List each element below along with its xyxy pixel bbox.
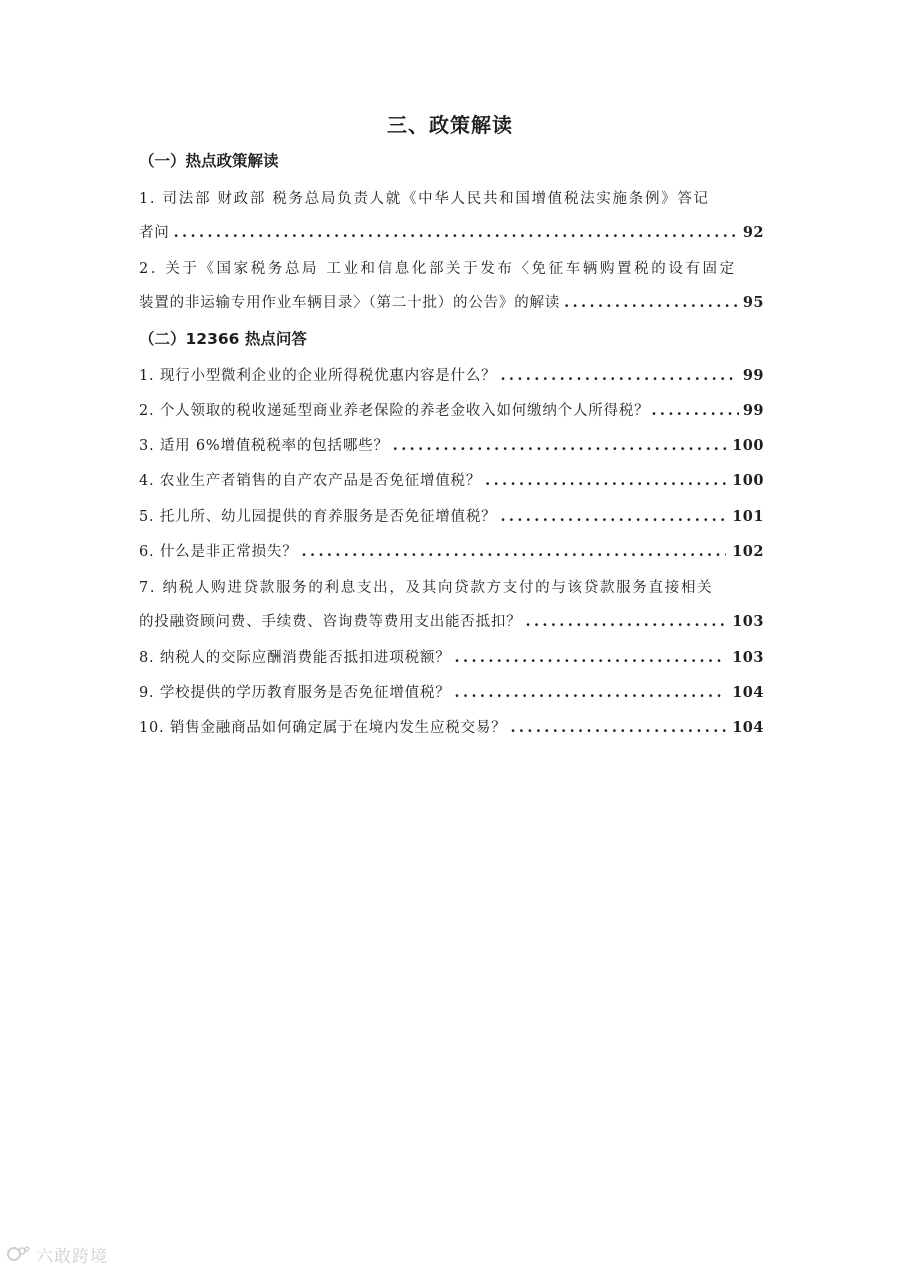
qa-entry-7-line1: 7. 纳税人购进贷款服务的利息支出，及其向贷款方支付的与该贷款服务直接相关 [139,580,714,596]
dot-leader [455,647,727,669]
qa-entry-7[interactable] [139,611,764,633]
dot-leader [174,222,737,244]
page-title: 三、政策解读 [387,113,513,137]
page-number: 100 [732,472,764,489]
page-number: 95 [742,294,764,311]
qa-entry-8[interactable] [139,647,764,669]
toc-entry-2-line2: 装置的非运输专用作业车辆目录〉（第二十批）的公告》的解读 [139,295,561,311]
dot-leader [526,611,727,633]
logo-icon [6,1244,30,1264]
dot-leader [455,682,727,704]
qa-entry-text: 1. 现行小型微利企业的企业所得税优惠内容是什么？ [139,368,497,384]
section-heading-hot-policy: （一）热点政策解读 [139,152,279,170]
page-number: 102 [732,543,764,560]
qa-entry-2[interactable] [139,400,764,422]
qa-entry-4[interactable] [139,470,764,492]
page-number: 104 [732,684,764,701]
watermark-text: 六敢跨境 [36,1246,108,1267]
toc-entry-1-line1: 1. 司法部 财政部 税务总局负责人就《中华人民共和国增值税法实施条例》答记 [139,191,710,207]
page-number: 99 [742,367,764,384]
page-number: 103 [732,649,764,666]
dot-leader [510,717,726,739]
page-number: 92 [742,224,764,241]
dot-leader [564,292,737,314]
qa-entry-text: 2. 个人领取的税收递延型商业养老保险的养老金收入如何缴纳个人所得税？ [139,403,650,419]
dot-leader [485,470,726,492]
qa-entry-10[interactable] [139,717,764,739]
qa-entry-text: 10. 销售金融商品如何确定属于在境内发生应税交易？ [139,720,507,736]
qa-entry-text: 5. 托儿所、幼儿园提供的育养服务是否免征增值税？ [139,509,497,525]
toc-entry-1[interactable] [139,222,764,244]
toc-entry-2[interactable] [139,292,764,314]
qa-entry-text: 的投融资顾问费、手续费、咨询费等费用支出能否抵扣？ [139,614,522,630]
page-number: 100 [732,437,764,454]
qa-entry-text: 4. 农业生产者销售的自产农产品是否免征增值税？ [139,473,482,489]
page-number: 99 [742,402,764,419]
toc-entry-1-line2: 者问 [139,225,170,241]
section-heading-12366-qa: （二）12366 热点问答 [139,330,307,348]
dot-leader [393,435,726,457]
page-number: 103 [732,613,764,630]
dot-leader [651,400,738,422]
qa-entry-1[interactable] [139,365,764,387]
page-number: 104 [732,719,764,736]
dot-leader [500,365,736,387]
qa-entry-5[interactable] [139,506,764,528]
dot-leader [302,541,727,563]
qa-entry-text: 8. 纳税人的交际应酬消费能否抵扣进项税额？ [139,650,451,666]
qa-entry-text: 6. 什么是非正常损失？ [139,544,298,560]
watermark [6,1241,108,1267]
qa-entry-9[interactable] [139,682,764,704]
page-number: 101 [732,508,764,525]
toc-entry-2-line1: 2. 关于《国家税务总局 工业和信息化部关于发布〈免征车辆购置税的设有固定 [139,261,737,277]
dot-leader [500,506,726,528]
qa-entry-6[interactable] [139,541,764,563]
qa-entry-text: 9. 学校提供的学历教育服务是否免征增值税？ [139,685,451,701]
qa-entry-text: 3. 适用 6%增值税税率的包括哪些？ [139,438,389,454]
qa-entry-3[interactable] [139,435,764,457]
